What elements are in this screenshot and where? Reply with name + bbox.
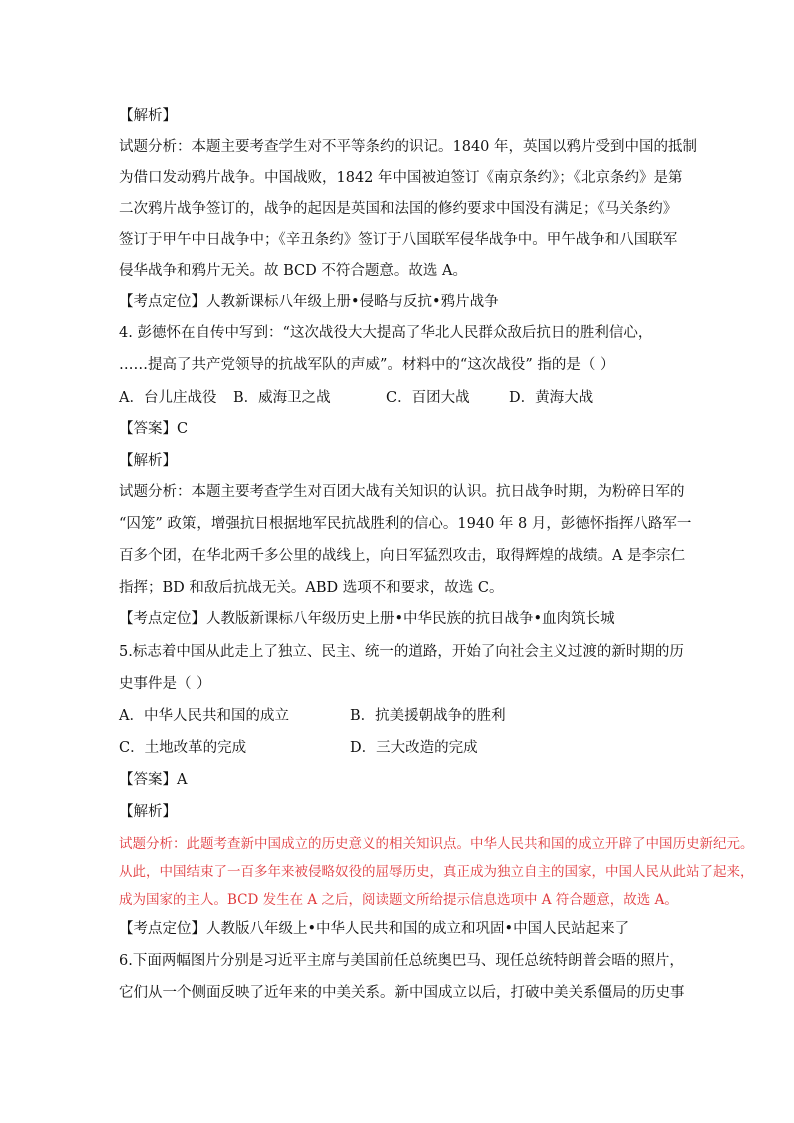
q4-option-c: C．百团大战 xyxy=(386,390,470,406)
q5-answer: 【答案】A xyxy=(119,772,188,788)
q4-answer: 【答案】C xyxy=(119,421,189,437)
q4-analysis-line: 试题分析：本题主要考查学生对百团大战有关知识的认识。抗日战争时期，为粉碎日军的 xyxy=(119,484,685,500)
q5-analysis-heading: 【解析】 xyxy=(119,804,177,820)
q5-option-b: B．抗美援朝战争的胜利 xyxy=(350,708,506,724)
q4-option-d: D．黄海大战 xyxy=(509,390,594,406)
q4-analysis-line: 百多个团，在华北两千多公里的战线上，向日军猛烈攻击，取得辉煌的战绩。A 是李宗仁 xyxy=(119,548,686,564)
q4-question-line: ……提高了共产党领导的抗战军队的声威”。材料中的“这次战役” 指的是（ ） xyxy=(119,357,615,373)
q6-question-line: 它们从一个侧面反映了近年来的中美关系。新中国成立以后，打破中美关系僵局的历史事 xyxy=(119,985,685,1001)
q6-question-line: 6.下面两幅图片分别是习近平主席与美国前任总统奥巴马、现任总统特朗普会晤的照片， xyxy=(119,953,684,969)
q5-option-c: C．土地改革的完成 xyxy=(119,740,247,756)
q3-analysis-line: 二次鸦片战争签订的，战争的起因是英国和法国的修约要求中国没有满足；《马关条约》 xyxy=(119,201,678,217)
q4-option-b: B．威海卫之战 xyxy=(233,390,331,406)
q3-analysis-line: 签订于甲午中日战争中；《辛丑条约》签订于八国联军侵华战争中。甲午战争和八国联军 xyxy=(119,232,678,248)
q3-analysis-line: 为借口发动鸦片战争。中国战败，1842 年中国被迫签订《南京条约》；《北京条约》是第 xyxy=(119,170,683,186)
q5-analysis-line: 从此，中国结束了一百多年来被侵略奴役的屈辱历史，真正成为独立自主的国家，中国人民从此站了起来， xyxy=(119,864,754,880)
q4-analysis-heading: 【解析】 xyxy=(119,453,177,469)
q4-option-a: A．台儿庄战役 xyxy=(119,390,217,406)
q5-question-line: 5.标志着中国从此走上了独立、民主、统一的道路，开始了向社会主义过渡的新时期的历 xyxy=(119,644,684,660)
q5-question-line: 史事件是（ ） xyxy=(119,676,211,692)
q5-option-d: D．三大改造的完成 xyxy=(350,740,478,756)
q4-analysis-line: “囚笼” 政策，增强抗日根据地军民抗战胜利的信心。1940 年 8 月，彭德怀指挥八路军一 xyxy=(119,516,692,532)
q4-analysis-line: 指挥；BD 和敌后抗战无关。ABD 选项不和要求，故选 C。 xyxy=(119,580,504,596)
q5-option-a: A．中华人民共和国的成立 xyxy=(119,708,289,724)
q4-question-line: 4. 彭德怀在自传中写到：“这次战役大大提高了华北人民群众敌后抗日的胜利信心， xyxy=(119,325,653,341)
q5-analysis-line: 试题分析：此题考查新中国成立的历史意义的相关知识点。中华人民共和国的成立开辟了中国历史新纪元。 xyxy=(119,836,754,852)
q3-analysis-heading: 【解析】 xyxy=(119,108,177,124)
q4-kaodian: 【考点定位】人教版新课标八年级历史上册•中华民族的抗日战争•血肉筑长城 xyxy=(119,611,615,627)
q5-kaodian: 【考点定位】人教版八年级上•中华人民共和国的成立和巩固•中国人民站起来了 xyxy=(119,921,630,937)
q3-analysis-line: 试题分析：本题主要考查学生对不平等条约的识记。1840 年，英国以鸦片受到中国的抵制 xyxy=(119,139,698,155)
q5-analysis-line: 成为国家的主人。BCD 发生在 A 之后，阅读题文所给提示信息选项中 A 符合题意，故选 A。 xyxy=(119,892,678,908)
q3-kaodian: 【考点定位】人教新课标八年级上册•侵略与反抗•鸦片战争 xyxy=(119,294,499,310)
q3-analysis-line: 侵华战争和鸦片无关。故 BCD 不符合题意。故选 A。 xyxy=(119,263,467,279)
